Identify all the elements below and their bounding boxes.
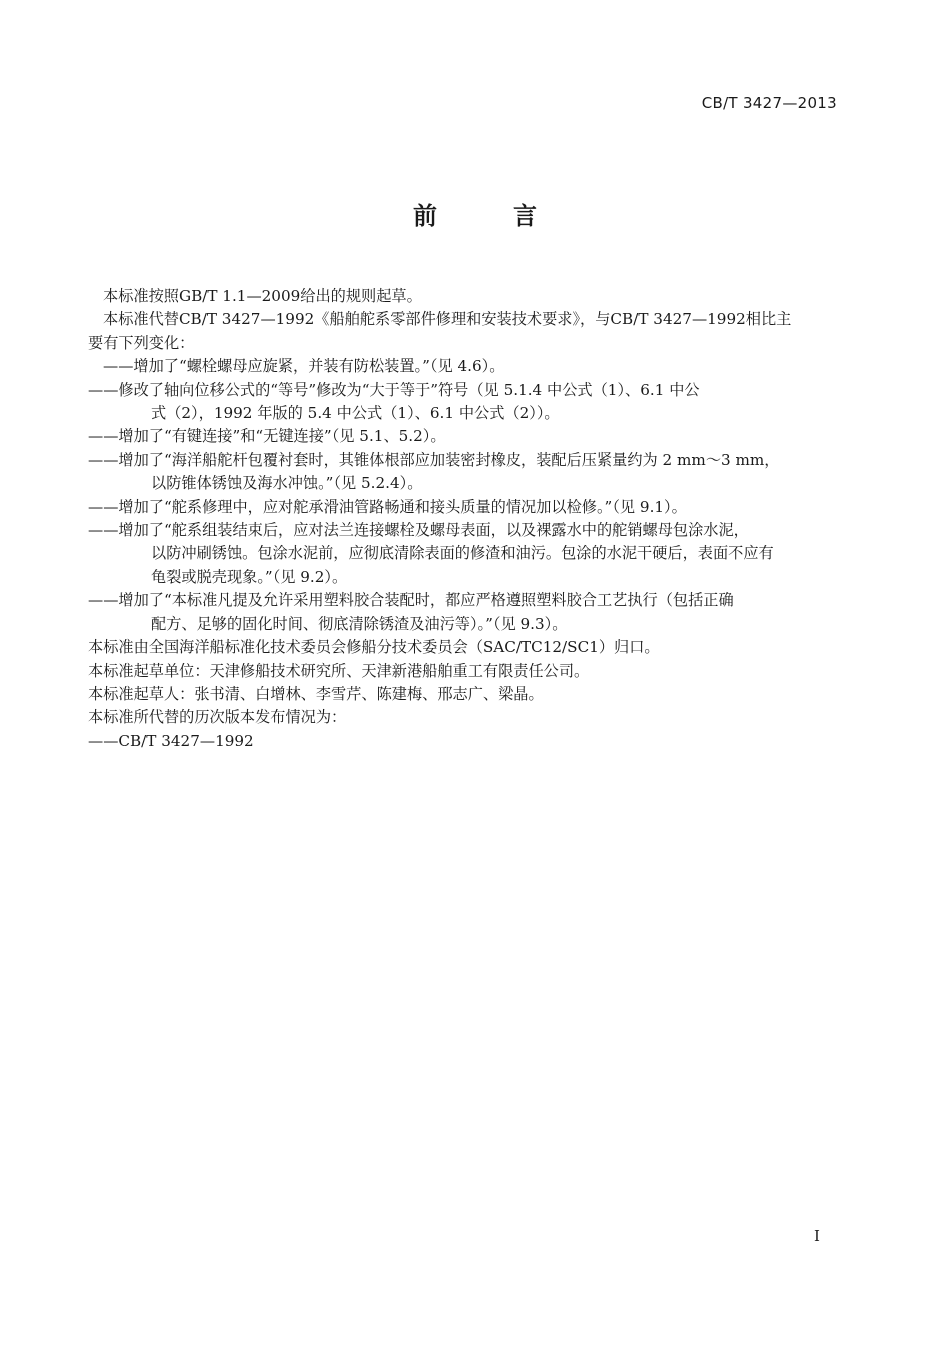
dash: ——: [88, 450, 119, 469]
standard-code: CB/T 3427—2013: [701, 94, 837, 112]
change-text: 增加了“舵系组装结束后，应对法兰连接螺栓及螺母表面，以及裸露水中的舵销螺母包涂水泥，: [118, 521, 749, 540]
title-char-1: 前: [413, 202, 437, 230]
foreword-body: [88, 285, 843, 753]
dash: ——: [88, 497, 119, 516]
dash: ——: [88, 380, 119, 399]
change-text: 增加了“舵系修理中，应对舵承滑油管路畅通和接头质量的情况加以检修。”（见 9.1）。: [118, 497, 687, 516]
change-text: 增加了“有键连接”和“无键连接”（见 5.1、5.2）。: [118, 427, 446, 446]
change-item: [88, 496, 843, 519]
change-item-continuation: 配方、足够的固化时间、彻底清除锈渣及油污等）。”（见 9.3）。: [151, 614, 568, 633]
change-text: 修改了轴向位移公式的“等号”修改为“大于等于”符号（见 5.1.4 中公式（1）、6.1 中公: [118, 380, 700, 399]
change-item: [88, 519, 843, 542]
change-text: 增加了“本标准凡提及允许采用塑料胶合装配时，都应严格遵照塑料胶合工艺执行（包括正确: [118, 591, 734, 610]
change-item: [88, 589, 843, 612]
change-item-continuation: 式（2），1992 年版的 5.4 中公式（1）、6.1 中公式（2））。: [151, 404, 560, 423]
page-number: I: [814, 1227, 820, 1245]
paragraph-replaces-line1: 本标准代替CB/T 3427—1992《船舶舵系零部件修理和安装技术要求》，与CB/T 3427—1992相比主: [103, 310, 792, 329]
dash: ——: [88, 521, 119, 540]
dash: ——: [88, 591, 119, 610]
page-title: [0, 196, 950, 231]
change-item: [88, 449, 843, 472]
dash: ——: [88, 427, 119, 446]
paragraph-responsible-committee: 本标准由全国海洋船标准化技术委员会修船分技术委员会（SAC/TC12/SC1）归口。: [88, 638, 660, 657]
paragraph-drafting-units: 本标准起草单位：天津修船技术研究所、天津新港船舶重工有限责任公司。: [88, 661, 590, 680]
paragraph-drafting-rules: 本标准按照GB/T 1.1—2009给出的规则起草。: [103, 287, 422, 305]
paragraph-drafters: 本标准起草人：张书清、白增林、李雪芹、陈建梅、邢志广、梁晶。: [88, 684, 544, 703]
change-item-continuation: 龟裂或脱壳现象。”（见 9.2）。: [151, 567, 348, 586]
dash: ——: [103, 357, 134, 376]
change-item-continuation: 以防冲刷锈蚀。包涂水泥前，应彻底清除表面的修渣和油污。包涂的水泥干硬后，表面不应有: [151, 544, 774, 563]
change-item: [88, 379, 843, 402]
change-text: 增加了“螺栓螺母应旋紧，并装有防松装置。”（见 4.6）。: [133, 357, 505, 376]
paragraph-replaces-line2: 要有下列变化：: [88, 333, 195, 352]
paragraph-previous-editions: 本标准所代替的历次版本发布情况为：: [88, 708, 347, 727]
change-list: [88, 355, 843, 636]
title-char-2: 言: [513, 202, 537, 230]
change-item: [88, 425, 843, 448]
change-item-continuation: 以防锥体锈蚀及海水冲蚀。”（见 5.2.4）。: [151, 474, 423, 493]
previous-edition-item: ——CB/T 3427—1992: [88, 731, 254, 750]
change-item: [103, 355, 843, 378]
change-text: 增加了“海洋船舵杆包覆衬套时，其锥体根部应加装密封橡皮，装配后压紧量约为 2 mm～3 mm，: [118, 450, 780, 469]
